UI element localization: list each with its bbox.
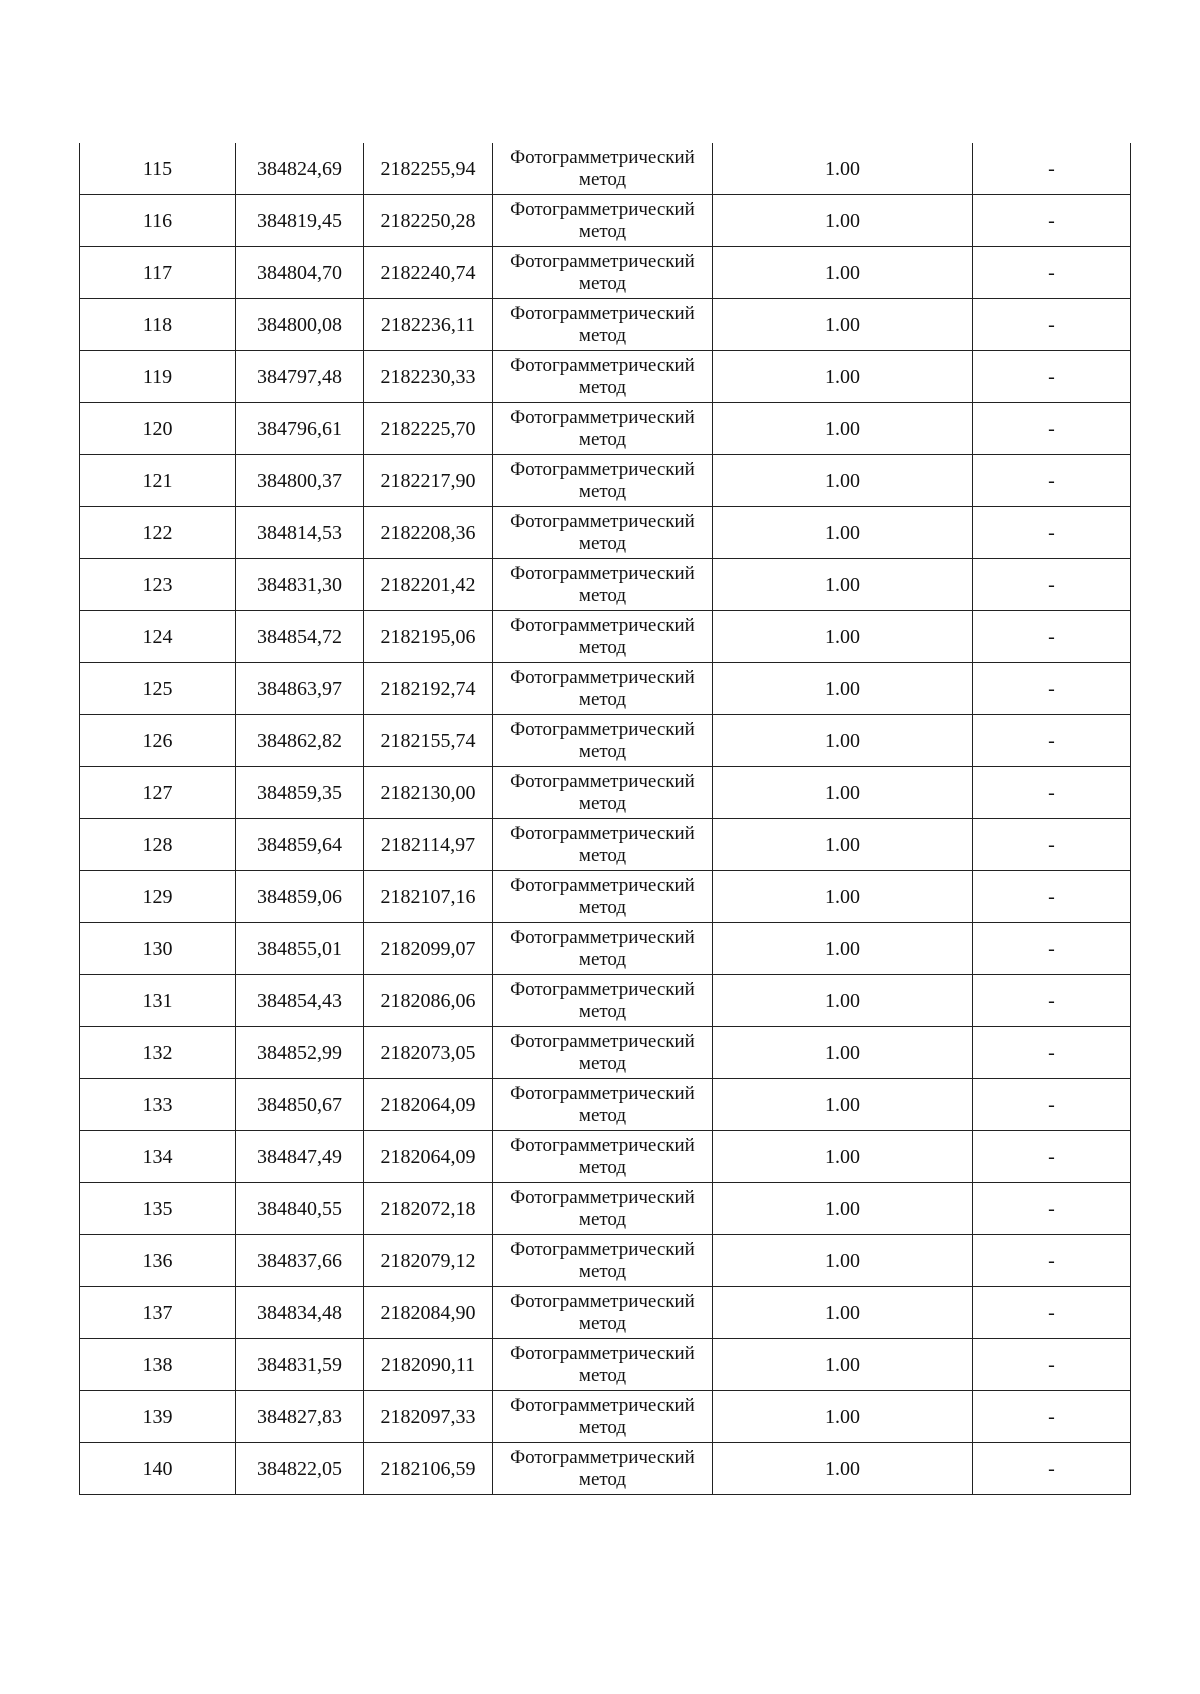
accuracy-cell: 1.00 (713, 923, 973, 975)
note-cell: - (973, 299, 1131, 351)
x-coordinate-cell: 384831,30 (236, 559, 364, 611)
point-number-cell: 128 (80, 819, 236, 871)
y-coordinate-cell: 2182114,97 (364, 819, 493, 871)
coordinates-table-body (80, 143, 1131, 1495)
method-line-1: Фотограмметрический (510, 1342, 695, 1364)
method-line-1: Фотограмметрический (510, 1030, 695, 1052)
table-row (80, 767, 1131, 819)
table-row (80, 819, 1131, 871)
method-line-2: метод (578, 324, 627, 346)
method-cell (493, 1027, 713, 1079)
note-cell: - (973, 403, 1131, 455)
method-line-1: Фотограмметрический (510, 666, 695, 688)
method-line-1: Фотограмметрический (510, 822, 695, 844)
x-coordinate-cell: 384852,99 (236, 1027, 364, 1079)
x-coordinate-cell: 384800,08 (236, 299, 364, 351)
point-number-cell: 121 (80, 455, 236, 507)
accuracy-cell: 1.00 (713, 143, 973, 195)
x-coordinate-cell: 384834,48 (236, 1287, 364, 1339)
method-cell (493, 1183, 713, 1235)
method-cell (493, 1079, 713, 1131)
method-cell (493, 507, 713, 559)
point-number-cell: 120 (80, 403, 236, 455)
table-row (80, 1287, 1131, 1339)
x-coordinate-cell: 384850,67 (236, 1079, 364, 1131)
accuracy-cell: 1.00 (713, 351, 973, 403)
accuracy-cell: 1.00 (713, 663, 973, 715)
accuracy-cell: 1.00 (713, 1287, 973, 1339)
method-cell (493, 1339, 713, 1391)
x-coordinate-cell: 384859,35 (236, 767, 364, 819)
method-cell (493, 611, 713, 663)
table-row (80, 1027, 1131, 1079)
method-line-2: метод (578, 480, 627, 502)
method-line-2: метод (578, 272, 627, 294)
table-row (80, 507, 1131, 559)
x-coordinate-cell: 384824,69 (236, 143, 364, 195)
x-coordinate-cell: 384854,43 (236, 975, 364, 1027)
method-cell (493, 351, 713, 403)
method-line-2: метод (578, 1468, 627, 1490)
table-row (80, 1235, 1131, 1287)
note-cell: - (973, 1287, 1131, 1339)
method-cell (493, 819, 713, 871)
x-coordinate-cell: 384796,61 (236, 403, 364, 455)
point-number-cell: 139 (80, 1391, 236, 1443)
method-line-1: Фотограмметрический (510, 510, 695, 532)
point-number-cell: 115 (80, 143, 236, 195)
point-number-cell: 137 (80, 1287, 236, 1339)
method-line-2: метод (578, 688, 627, 710)
table-row (80, 663, 1131, 715)
method-line-1: Фотограмметрический (510, 250, 695, 272)
y-coordinate-cell: 2182097,33 (364, 1391, 493, 1443)
accuracy-cell: 1.00 (713, 403, 973, 455)
method-line-2: метод (578, 428, 627, 450)
x-coordinate-cell: 384800,37 (236, 455, 364, 507)
accuracy-cell: 1.00 (713, 1339, 973, 1391)
table-row (80, 975, 1131, 1027)
x-coordinate-cell: 384797,48 (236, 351, 364, 403)
method-line-1: Фотограмметрический (510, 1186, 695, 1208)
table-row (80, 1079, 1131, 1131)
method-line-1: Фотограмметрический (510, 302, 695, 324)
method-line-2: метод (578, 1156, 627, 1178)
x-coordinate-cell: 384837,66 (236, 1235, 364, 1287)
table-row (80, 403, 1131, 455)
x-coordinate-cell: 384854,72 (236, 611, 364, 663)
method-line-2: метод (578, 1364, 627, 1386)
method-line-2: метод (578, 1312, 627, 1334)
method-cell (493, 975, 713, 1027)
method-line-2: метод (578, 376, 627, 398)
method-cell (493, 1235, 713, 1287)
x-coordinate-cell: 384840,55 (236, 1183, 364, 1235)
method-cell (493, 767, 713, 819)
table-row (80, 715, 1131, 767)
x-coordinate-cell: 384804,70 (236, 247, 364, 299)
y-coordinate-cell: 2182155,74 (364, 715, 493, 767)
point-number-cell: 132 (80, 1027, 236, 1079)
y-coordinate-cell: 2182079,12 (364, 1235, 493, 1287)
method-line-2: метод (578, 896, 627, 918)
method-line-1: Фотограмметрический (510, 1290, 695, 1312)
accuracy-cell: 1.00 (713, 559, 973, 611)
method-line-2: метод (578, 636, 627, 658)
x-coordinate-cell: 384862,82 (236, 715, 364, 767)
point-number-cell: 140 (80, 1443, 236, 1495)
point-number-cell: 126 (80, 715, 236, 767)
point-number-cell: 134 (80, 1131, 236, 1183)
accuracy-cell: 1.00 (713, 1027, 973, 1079)
note-cell: - (973, 507, 1131, 559)
table-row (80, 871, 1131, 923)
x-coordinate-cell: 384859,64 (236, 819, 364, 871)
table-row (80, 1183, 1131, 1235)
method-cell (493, 143, 713, 195)
point-number-cell: 116 (80, 195, 236, 247)
method-cell (493, 299, 713, 351)
accuracy-cell: 1.00 (713, 715, 973, 767)
accuracy-cell: 1.00 (713, 1183, 973, 1235)
note-cell: - (973, 1183, 1131, 1235)
method-line-1: Фотограмметрический (510, 406, 695, 428)
note-cell: - (973, 975, 1131, 1027)
method-line-1: Фотограмметрический (510, 1134, 695, 1156)
y-coordinate-cell: 2182225,70 (364, 403, 493, 455)
x-coordinate-cell: 384814,53 (236, 507, 364, 559)
method-line-1: Фотограмметрический (510, 1238, 695, 1260)
y-coordinate-cell: 2182130,00 (364, 767, 493, 819)
table-row (80, 1443, 1131, 1495)
note-cell: - (973, 715, 1131, 767)
method-line-2: метод (578, 220, 627, 242)
method-cell (493, 455, 713, 507)
table-row (80, 247, 1131, 299)
method-line-2: метод (578, 584, 627, 606)
accuracy-cell: 1.00 (713, 1443, 973, 1495)
method-cell (493, 871, 713, 923)
point-number-cell: 127 (80, 767, 236, 819)
x-coordinate-cell: 384827,83 (236, 1391, 364, 1443)
method-cell (493, 923, 713, 975)
accuracy-cell: 1.00 (713, 1235, 973, 1287)
point-number-cell: 129 (80, 871, 236, 923)
note-cell: - (973, 767, 1131, 819)
accuracy-cell: 1.00 (713, 767, 973, 819)
point-number-cell: 131 (80, 975, 236, 1027)
y-coordinate-cell: 2182195,06 (364, 611, 493, 663)
y-coordinate-cell: 2182250,28 (364, 195, 493, 247)
table-row (80, 1339, 1131, 1391)
y-coordinate-cell: 2182230,33 (364, 351, 493, 403)
table-row (80, 1131, 1131, 1183)
method-line-2: метод (578, 844, 627, 866)
y-coordinate-cell: 2182208,36 (364, 507, 493, 559)
coordinates-table (79, 143, 1131, 1495)
table-row (80, 143, 1131, 195)
accuracy-cell: 1.00 (713, 975, 973, 1027)
table-row (80, 923, 1131, 975)
point-number-cell: 122 (80, 507, 236, 559)
method-cell (493, 247, 713, 299)
accuracy-cell: 1.00 (713, 1079, 973, 1131)
y-coordinate-cell: 2182192,74 (364, 663, 493, 715)
note-cell: - (973, 559, 1131, 611)
accuracy-cell: 1.00 (713, 871, 973, 923)
table-row (80, 611, 1131, 663)
x-coordinate-cell: 384859,06 (236, 871, 364, 923)
x-coordinate-cell: 384822,05 (236, 1443, 364, 1495)
method-line-2: метод (578, 740, 627, 762)
accuracy-cell: 1.00 (713, 1131, 973, 1183)
accuracy-cell: 1.00 (713, 507, 973, 559)
method-line-1: Фотограмметрический (510, 562, 695, 584)
x-coordinate-cell: 384863,97 (236, 663, 364, 715)
y-coordinate-cell: 2182236,11 (364, 299, 493, 351)
y-coordinate-cell: 2182086,06 (364, 975, 493, 1027)
method-cell (493, 195, 713, 247)
note-cell: - (973, 195, 1131, 247)
point-number-cell: 117 (80, 247, 236, 299)
method-line-2: метод (578, 1104, 627, 1126)
note-cell: - (973, 819, 1131, 871)
method-line-1: Фотограмметрический (510, 874, 695, 896)
method-line-2: метод (578, 1052, 627, 1074)
note-cell: - (973, 1339, 1131, 1391)
method-cell (493, 663, 713, 715)
y-coordinate-cell: 2182255,94 (364, 143, 493, 195)
note-cell: - (973, 1027, 1131, 1079)
method-line-2: метод (578, 1208, 627, 1230)
method-line-1: Фотограмметрический (510, 146, 695, 168)
y-coordinate-cell: 2182201,42 (364, 559, 493, 611)
accuracy-cell: 1.00 (713, 455, 973, 507)
note-cell: - (973, 871, 1131, 923)
note-cell: - (973, 1443, 1131, 1495)
y-coordinate-cell: 2182090,11 (364, 1339, 493, 1391)
point-number-cell: 119 (80, 351, 236, 403)
note-cell: - (973, 663, 1131, 715)
point-number-cell: 135 (80, 1183, 236, 1235)
method-line-2: метод (578, 1000, 627, 1022)
y-coordinate-cell: 2182072,18 (364, 1183, 493, 1235)
note-cell: - (973, 1131, 1131, 1183)
table-row (80, 351, 1131, 403)
method-line-2: метод (578, 792, 627, 814)
x-coordinate-cell: 384847,49 (236, 1131, 364, 1183)
y-coordinate-cell: 2182064,09 (364, 1131, 493, 1183)
note-cell: - (973, 247, 1131, 299)
note-cell: - (973, 1391, 1131, 1443)
point-number-cell: 124 (80, 611, 236, 663)
y-coordinate-cell: 2182084,90 (364, 1287, 493, 1339)
accuracy-cell: 1.00 (713, 1391, 973, 1443)
method-line-1: Фотограмметрический (510, 614, 695, 636)
accuracy-cell: 1.00 (713, 195, 973, 247)
method-line-2: метод (578, 1416, 627, 1438)
method-line-1: Фотограмметрический (510, 1446, 695, 1468)
y-coordinate-cell: 2182099,07 (364, 923, 493, 975)
point-number-cell: 136 (80, 1235, 236, 1287)
note-cell: - (973, 923, 1131, 975)
note-cell: - (973, 1235, 1131, 1287)
y-coordinate-cell: 2182107,16 (364, 871, 493, 923)
method-cell (493, 1391, 713, 1443)
y-coordinate-cell: 2182106,59 (364, 1443, 493, 1495)
note-cell: - (973, 611, 1131, 663)
method-cell (493, 1443, 713, 1495)
method-line-2: метод (578, 532, 627, 554)
accuracy-cell: 1.00 (713, 819, 973, 871)
point-number-cell: 118 (80, 299, 236, 351)
x-coordinate-cell: 384855,01 (236, 923, 364, 975)
method-line-2: метод (578, 948, 627, 970)
method-line-1: Фотограмметрический (510, 458, 695, 480)
method-line-1: Фотограмметрический (510, 770, 695, 792)
method-line-1: Фотограмметрический (510, 926, 695, 948)
method-line-1: Фотограмметрический (510, 1082, 695, 1104)
note-cell: - (973, 351, 1131, 403)
table-row (80, 559, 1131, 611)
method-line-1: Фотограмметрический (510, 1394, 695, 1416)
y-coordinate-cell: 2182064,09 (364, 1079, 493, 1131)
point-number-cell: 125 (80, 663, 236, 715)
method-line-1: Фотограмметрический (510, 718, 695, 740)
method-cell (493, 1287, 713, 1339)
method-line-1: Фотограмметрический (510, 978, 695, 1000)
point-number-cell: 123 (80, 559, 236, 611)
table-row (80, 1391, 1131, 1443)
x-coordinate-cell: 384819,45 (236, 195, 364, 247)
note-cell: - (973, 455, 1131, 507)
point-number-cell: 130 (80, 923, 236, 975)
method-cell (493, 715, 713, 767)
accuracy-cell: 1.00 (713, 611, 973, 663)
method-line-1: Фотограмметрический (510, 198, 695, 220)
point-number-cell: 133 (80, 1079, 236, 1131)
table-row (80, 455, 1131, 507)
y-coordinate-cell: 2182240,74 (364, 247, 493, 299)
point-number-cell: 138 (80, 1339, 236, 1391)
note-cell: - (973, 143, 1131, 195)
method-cell (493, 559, 713, 611)
accuracy-cell: 1.00 (713, 299, 973, 351)
note-cell: - (973, 1079, 1131, 1131)
table-row (80, 299, 1131, 351)
method-cell (493, 1131, 713, 1183)
method-line-1: Фотограмметрический (510, 354, 695, 376)
y-coordinate-cell: 2182073,05 (364, 1027, 493, 1079)
table-row (80, 195, 1131, 247)
accuracy-cell: 1.00 (713, 247, 973, 299)
x-coordinate-cell: 384831,59 (236, 1339, 364, 1391)
method-cell (493, 403, 713, 455)
y-coordinate-cell: 2182217,90 (364, 455, 493, 507)
method-line-2: метод (578, 168, 627, 190)
method-line-2: метод (578, 1260, 627, 1282)
